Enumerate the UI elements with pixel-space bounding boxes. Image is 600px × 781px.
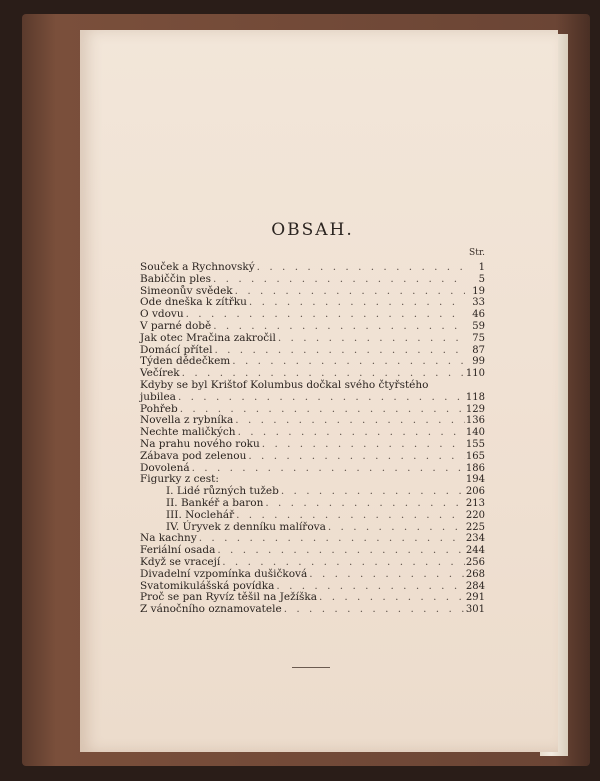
toc-title: Divadelní vzpomínka dušičková	[140, 567, 308, 580]
toc-entry	[140, 274, 485, 286]
toc-page: 136	[465, 415, 485, 427]
toc-title: II. Bankéř a baron	[166, 496, 264, 509]
leader-dots	[233, 286, 465, 298]
toc-title: Figurky z cest:	[140, 473, 219, 486]
toc-page: 301	[465, 604, 485, 616]
leader-dots	[211, 321, 465, 333]
toc-title: Pohřeb	[140, 402, 178, 415]
toc-entry	[140, 380, 485, 392]
leader-dots	[247, 297, 465, 309]
leader-dots	[255, 262, 465, 274]
toc-page: 186	[465, 462, 485, 474]
leader-dots	[246, 451, 465, 463]
toc-entry	[140, 333, 485, 345]
toc-entry	[140, 557, 485, 569]
toc-title: Feriální osada	[140, 544, 216, 557]
toc-page: 256	[465, 556, 485, 568]
toc-title: Dovolená	[140, 461, 190, 474]
toc-entry	[140, 356, 485, 368]
leader-dots	[236, 427, 465, 439]
toc-page: 87	[472, 344, 485, 356]
toc-entry	[140, 498, 485, 510]
contents-title: OBSAH.	[271, 220, 354, 240]
toc-title: Večírek	[140, 367, 180, 380]
toc-entry	[140, 604, 485, 616]
toc-entry	[140, 321, 485, 333]
toc-title: Simeonův svědek	[140, 284, 233, 297]
leader-dots	[230, 356, 465, 368]
book-page	[80, 30, 558, 752]
toc-title: IV. Úryvek z denníku malířova	[166, 520, 326, 533]
toc-page: 118	[465, 391, 485, 403]
toc-title: I. Lidé různých tužeb	[166, 485, 279, 498]
toc-title: Na prahu nového roku	[140, 437, 260, 450]
toc-page: 5	[478, 273, 485, 285]
toc-title: Nechte maličkých	[140, 426, 236, 439]
toc-title: Na kachny	[140, 532, 197, 545]
leader-dots	[234, 510, 465, 522]
table-of-contents	[140, 220, 485, 720]
leader-dots	[326, 522, 465, 534]
leader-dots	[307, 569, 465, 581]
toc-page: 194	[465, 474, 485, 486]
toc-title: Z vánočního oznamovatele	[140, 603, 282, 616]
toc-title: III. Noclehář	[166, 508, 235, 521]
leader-dots	[279, 486, 465, 498]
toc-page: 59	[472, 320, 485, 332]
toc-page: 19	[472, 285, 485, 297]
toc-page: 140	[465, 427, 485, 439]
toc-page: 165	[465, 450, 485, 462]
toc-title: jubilea	[140, 390, 176, 403]
toc-title: Svatomikulášská povídka	[140, 579, 275, 592]
toc-title: Proč se pan Ryvíz těšil na Ježíška	[140, 591, 318, 604]
leader-dots	[211, 274, 465, 286]
toc-page: 110	[465, 368, 485, 380]
toc-page: 244	[465, 545, 485, 557]
toc-title: Domácí přítel	[140, 343, 213, 356]
toc-title: Když se vracejí	[140, 555, 221, 568]
leader-dots	[220, 557, 465, 569]
toc-title: Týden dědečkem	[140, 355, 231, 368]
toc-entry	[140, 510, 485, 522]
toc-title: Kdyby se byl Krištof Kolumbus dočkal svého čtyřstého	[140, 378, 429, 391]
toc-title: O vdovu	[140, 308, 184, 321]
toc-entry	[140, 451, 485, 463]
toc-entry	[140, 439, 485, 451]
toc-page: 33	[472, 297, 485, 309]
page-column-label: Str.	[469, 248, 485, 258]
toc-title: Ode dneška k zítřku	[140, 296, 247, 309]
toc-page: 225	[465, 521, 485, 533]
toc-title: Novella z rybníka	[140, 414, 234, 427]
toc-page: 155	[465, 438, 485, 450]
toc-title: V parné době	[140, 319, 212, 332]
toc-title: Babiččin ples	[140, 272, 211, 285]
toc-page: 213	[465, 497, 485, 509]
leader-dots	[276, 333, 465, 345]
leader-dots	[260, 439, 465, 451]
leader-dots	[317, 592, 465, 604]
toc-page: 220	[465, 509, 485, 521]
toc-page: 99	[472, 356, 485, 368]
leader-dots	[263, 498, 465, 510]
leader-dots	[282, 604, 465, 616]
leader-dots	[215, 545, 465, 557]
leader-dots	[176, 392, 465, 404]
toc-page: 206	[465, 486, 485, 498]
leader-dots	[233, 415, 465, 427]
toc-entry	[140, 297, 485, 309]
toc-page: 1	[478, 262, 485, 273]
toc-page: 129	[465, 403, 485, 415]
toc-page: 75	[472, 332, 485, 344]
leader-dots	[212, 345, 465, 357]
toc-title: Souček a Rychnovský	[140, 261, 255, 273]
leader-dots	[190, 463, 465, 475]
toc-title: Jak otec Mračina zakročil	[140, 331, 276, 344]
toc-entry	[140, 569, 485, 581]
leader-dots	[197, 533, 465, 545]
toc-page: 234	[465, 533, 485, 545]
toc-page: 291	[465, 592, 485, 604]
toc-page: 46	[472, 309, 485, 321]
toc-page: 284	[465, 580, 485, 592]
leader-dots	[184, 309, 465, 321]
toc-entry	[140, 392, 485, 404]
toc-page: 268	[465, 568, 485, 580]
end-rule	[292, 667, 330, 668]
contents-list	[140, 262, 485, 616]
toc-title: Zábava pod zelenou	[140, 449, 247, 462]
